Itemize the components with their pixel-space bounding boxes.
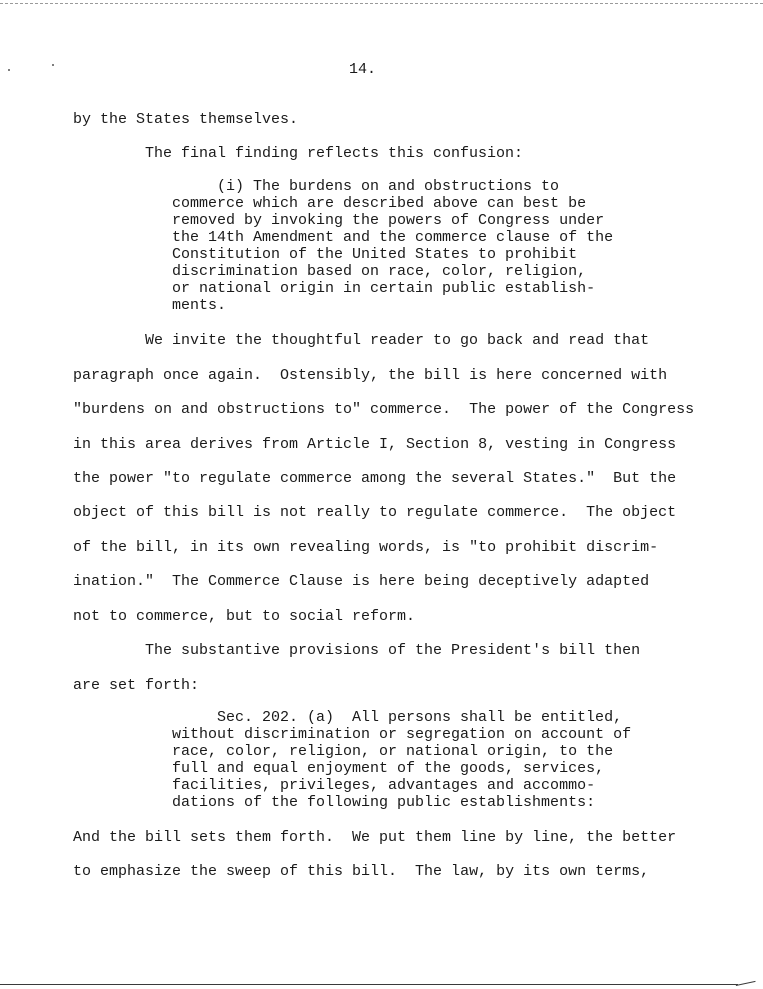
- paragraph-line: The substantive provisions of the President's bill then: [145, 642, 641, 659]
- quote-line: discrimination based on race, color, religion,: [172, 263, 587, 280]
- quote-line: facilities, privileges, advantages and accommo-: [172, 777, 596, 794]
- paragraph-line: by the States themselves.: [73, 111, 299, 128]
- scan-speck: [52, 64, 54, 66]
- quote-line: Constitution of the United States to prohibit: [172, 246, 578, 263]
- paragraph-line: object of this bill is not really to regulate commerce. The object: [73, 504, 677, 521]
- quote-line: without discrimination or segregation on account of: [172, 726, 632, 743]
- top-dashed-rule: [0, 3, 763, 4]
- paragraph-line: We invite the thoughtful reader to go back and read that: [145, 332, 650, 349]
- paragraph-line: "burdens on and obstructions to" commerce. The power of the Congress: [73, 401, 695, 418]
- quote-line: removed by invoking the powers of Congress under: [172, 212, 605, 229]
- paragraph-line: the power "to regulate commerce among the several States." But the: [73, 470, 677, 487]
- paragraph-line: in this area derives from Article I, Section 8, vesting in Congress: [73, 436, 677, 453]
- quote-line: (i) The burdens on and obstructions to: [217, 178, 560, 195]
- quote-line: full and equal enjoyment of the goods, services,: [172, 760, 605, 777]
- bottom-rule-tail: [735, 975, 756, 986]
- quote-line: the 14th Amendment and the commerce clause of the: [172, 229, 614, 246]
- quote-line: or national origin in certain public establish-: [172, 280, 596, 297]
- paragraph-line: of the bill, in its own revealing words, is "to prohibit discrim-: [73, 539, 659, 556]
- quote-line: race, color, religion, or national origin, to the: [172, 743, 614, 760]
- quote-line: commerce which are described above can best be: [172, 195, 587, 212]
- scan-speck: [8, 69, 10, 71]
- paragraph-line: paragraph once again. Ostensibly, the bill is here concerned with: [73, 367, 668, 384]
- paragraph-line: ination." The Commerce Clause is here being deceptively adapted: [73, 573, 650, 590]
- paragraph-line: And the bill sets them forth. We put them line by line, the better: [73, 829, 677, 846]
- paragraph-line: not to commerce, but to social reform.: [73, 608, 416, 625]
- page-number: 14.: [349, 61, 377, 78]
- bottom-rule: [0, 984, 738, 985]
- quote-line: Sec. 202. (a) All persons shall be entitled,: [217, 709, 623, 726]
- quote-line: ments.: [172, 297, 227, 314]
- quote-line: dations of the following public establishments:: [172, 794, 596, 811]
- paragraph-line: The final finding reflects this confusion:: [145, 145, 524, 162]
- paragraph-line: are set forth:: [73, 677, 200, 694]
- paragraph-line: to emphasize the sweep of this bill. The law, by its own terms,: [73, 863, 650, 880]
